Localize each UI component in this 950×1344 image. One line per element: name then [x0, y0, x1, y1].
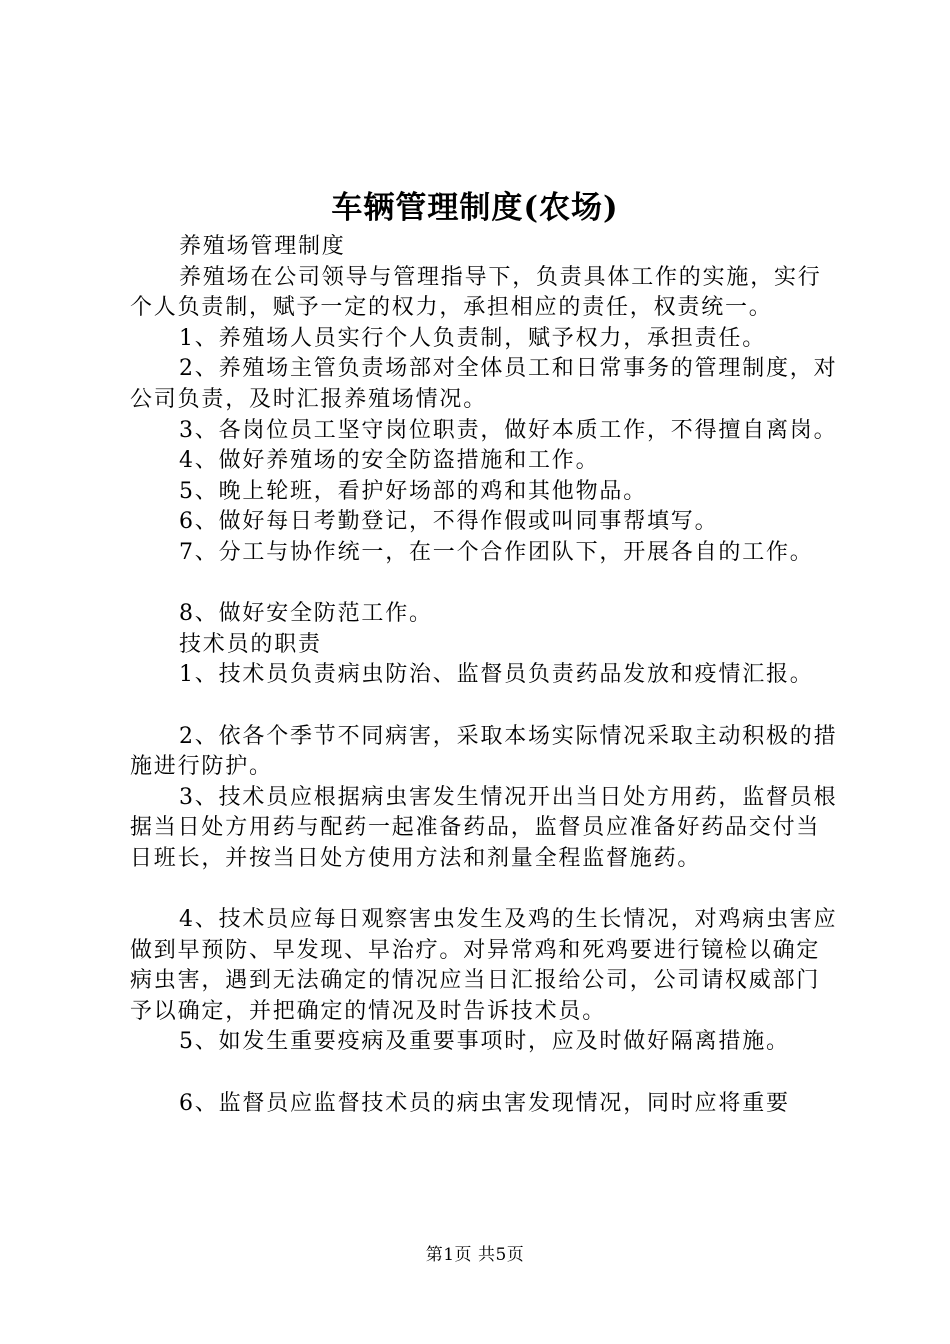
paragraph: 1、技术员负责病虫防治、监督员负责药品发放和疫情汇报。	[179, 662, 814, 688]
paragraph: 7、分工与协作统一，在一个合作团队下，开展各自的工作。	[179, 539, 814, 565]
paragraph: 6、做好每日考勤登记，不得作假或叫同事帮填写。	[179, 509, 719, 535]
page-number: 第1页 共5页	[425, 1245, 525, 1265]
paragraph: 养殖场管理制度	[179, 234, 346, 259]
paragraph: 5、如发生重要疫病及重要事项时，应及时做好隔离措施。	[179, 1029, 790, 1055]
paragraph: 技术员的职责	[179, 631, 322, 657]
paragraph: 4、做好养殖场的安全防盗措施和工作。	[179, 448, 600, 474]
paragraph: 4、技术员应每日观察害虫发生及鸡的生长情况，对鸡病虫害应做到早预防、早发现、早治疗。对异常鸡和死鸡要进行镜检以确定病虫害，遇到无法确定的情况应当日汇报给公司，公司请权威部门予以确定，并把确定的情况及时告诉技术员。	[130, 907, 838, 1024]
paragraph: 8、做好安全防范工作。	[179, 601, 433, 627]
paragraph: 6、监督员应监督技术员的病虫害发现情况，同时应将重要	[179, 1090, 790, 1116]
paragraph: 2、依各个季节不同病害，采取本场实际情况采取主动积极的措施进行防护。	[130, 723, 838, 780]
paragraph: 1、养殖场人员实行个人负责制，赋予权力，承担责任。	[179, 325, 766, 351]
paragraph: 2、养殖场主管负责场部对全体员工和日常事务的管理制度，对公司负责，及时汇报养殖场情况。	[130, 356, 838, 412]
document-title: 车辆管理制度(农场)	[331, 190, 619, 226]
paragraph: 3、各岗位员工坚守岗位职责，做好本质工作，不得擅自离岗。	[179, 417, 838, 443]
document-body	[130, 232, 842, 1119]
paragraph: 3、技术员应根据病虫害发生情况开出当日处方用药，监督员根据当日处方用药与配药一起准备药品，监督员应准备好药品交付当日班长，并按当日处方使用方法和剂量全程监督施药。	[130, 784, 838, 871]
paragraph: 5、晚上轮班，看护好场部的鸡和其他物品。	[179, 478, 647, 504]
paragraph: 养殖场在公司领导与管理指导下，负责具体工作的实施，实行个人负责制，赋予一定的权力，承担相应的责任，权责统一。	[130, 264, 822, 321]
